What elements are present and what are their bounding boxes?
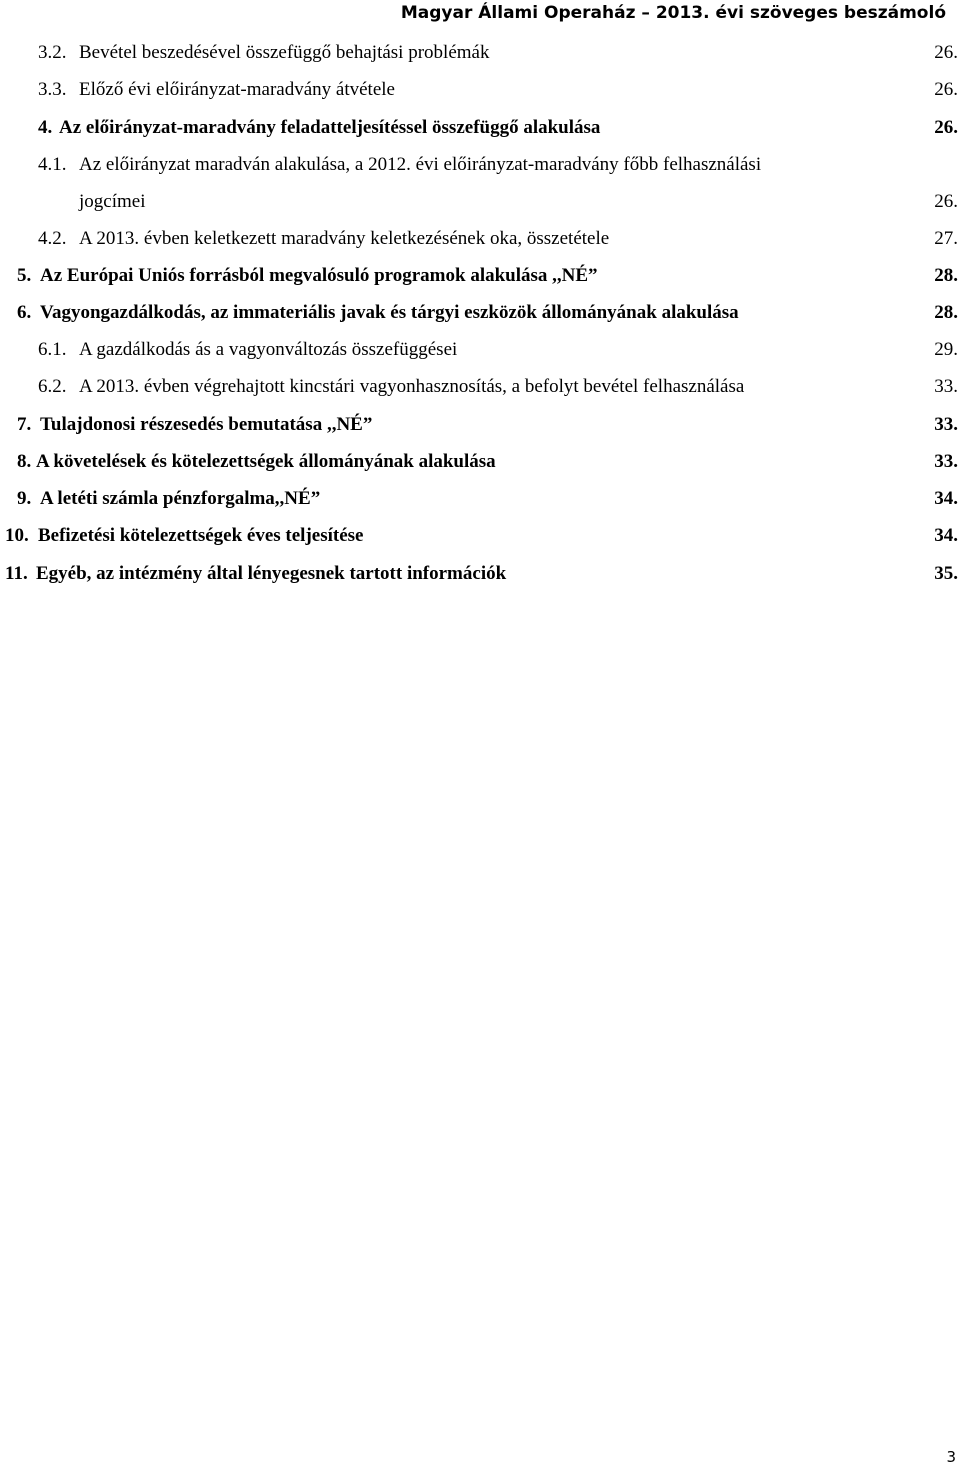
toc-entry-6-2[interactable] <box>0 372 960 402</box>
toc-entry-title: jogcímei <box>79 191 146 212</box>
toc-entry-number: 6.1. <box>38 339 67 360</box>
toc-entry-page: 27. <box>934 228 958 249</box>
toc-entry-title: A követelések és kötelezettségek állományának alakulása <box>36 451 496 472</box>
toc-entry-4-1-continued[interactable] <box>0 187 960 217</box>
toc-entry-8[interactable] <box>0 447 960 477</box>
toc-entry-page: 29. <box>934 339 958 360</box>
toc-entry-page: 34. <box>934 488 958 509</box>
toc-entry-title: Bevétel beszedésével összefüggő behajtási problémák <box>79 42 490 63</box>
toc-entry-7[interactable] <box>0 410 960 440</box>
toc-entry-9[interactable] <box>0 484 960 514</box>
toc-entry-title: Egyéb, az intézmény által lényegesnek tartott információk <box>36 563 507 584</box>
toc-entry-3-2[interactable] <box>0 38 960 68</box>
toc-entry-number: 4. <box>38 117 53 138</box>
toc-entry-6[interactable] <box>0 298 960 328</box>
toc-entry-title: A 2013. évben keletkezett maradvány keletkezésének oka, összetétele <box>79 228 610 249</box>
toc-entry-title: A gazdálkodás ás a vagyonváltozás összefüggései <box>79 339 458 360</box>
toc-entry-page: 33. <box>934 451 958 472</box>
toc-entry-5[interactable] <box>0 261 960 291</box>
toc-entry-page: 28. <box>934 265 958 286</box>
toc-entry-number: 6. <box>17 302 32 323</box>
toc-entry-number: 10. <box>5 525 29 546</box>
toc-entry-page: 26. <box>934 117 958 138</box>
toc-entry-page: 26. <box>934 191 958 212</box>
toc-entry-page: 26. <box>934 42 958 63</box>
table-of-contents <box>0 0 960 600</box>
toc-entry-title: A letéti számla pénzforgalma,,NÉ” <box>40 488 321 509</box>
toc-entry-title: Tulajdonosi részesedés bemutatása ,,NÉ” <box>40 414 373 435</box>
toc-entry-number: 9. <box>17 488 32 509</box>
toc-entry-page: 33. <box>934 414 958 435</box>
toc-entry-page: 28. <box>934 302 958 323</box>
running-header: Magyar Állami Operaház – 2013. évi szöveges beszámoló <box>400 3 946 23</box>
toc-entry-4[interactable] <box>0 113 960 143</box>
toc-entry-title: A 2013. évben végrehajtott kincstári vagyonhasznosítás, a befolyt bevétel felhasználása <box>79 376 745 397</box>
toc-entry-title: Az Európai Uniós forrásból megvalósuló programok alakulása ,,NÉ” <box>40 265 598 286</box>
toc-entry-number: 3.2. <box>38 42 67 63</box>
toc-entry-number: 3.3. <box>38 79 67 100</box>
toc-entry-number: 4.1. <box>38 154 67 175</box>
page-number: 3 <box>946 1448 956 1466</box>
toc-entry-title: Az előirányzat-maradvány feladatteljesítéssel összefüggő alakulása <box>59 117 601 138</box>
toc-entry-11[interactable] <box>0 559 960 589</box>
toc-entry-10[interactable] <box>0 521 960 551</box>
toc-entry-title: Előző évi előirányzat-maradvány átvétele <box>79 79 395 100</box>
toc-entry-page: 26. <box>934 79 958 100</box>
toc-entry-4-1[interactable] <box>0 150 960 180</box>
toc-entry-title: Az előirányzat maradván alakulása, a 2012. évi előirányzat-maradvány főbb felhasználási <box>79 154 762 175</box>
toc-entry-title: Vagyongazdálkodás, az immateriális javak és tárgyi eszközök állományának alakulása <box>40 302 739 323</box>
toc-entry-number: 7. <box>17 414 32 435</box>
toc-entry-page: 33. <box>934 376 958 397</box>
toc-entry-title: Befizetési kötelezettségek éves teljesítése <box>38 525 364 546</box>
toc-entry-6-1[interactable] <box>0 335 960 365</box>
toc-entry-number: 4.2. <box>38 228 67 249</box>
toc-entry-number: 11. <box>5 563 28 584</box>
toc-entry-page: 34. <box>934 525 958 546</box>
toc-entry-number: 6.2. <box>38 376 67 397</box>
toc-entry-number: 8. <box>17 451 32 472</box>
toc-entry-page: 35. <box>934 563 958 584</box>
toc-entry-4-2[interactable] <box>0 224 960 254</box>
toc-entry-number: 5. <box>17 265 32 286</box>
toc-entry-3-3[interactable] <box>0 75 960 105</box>
